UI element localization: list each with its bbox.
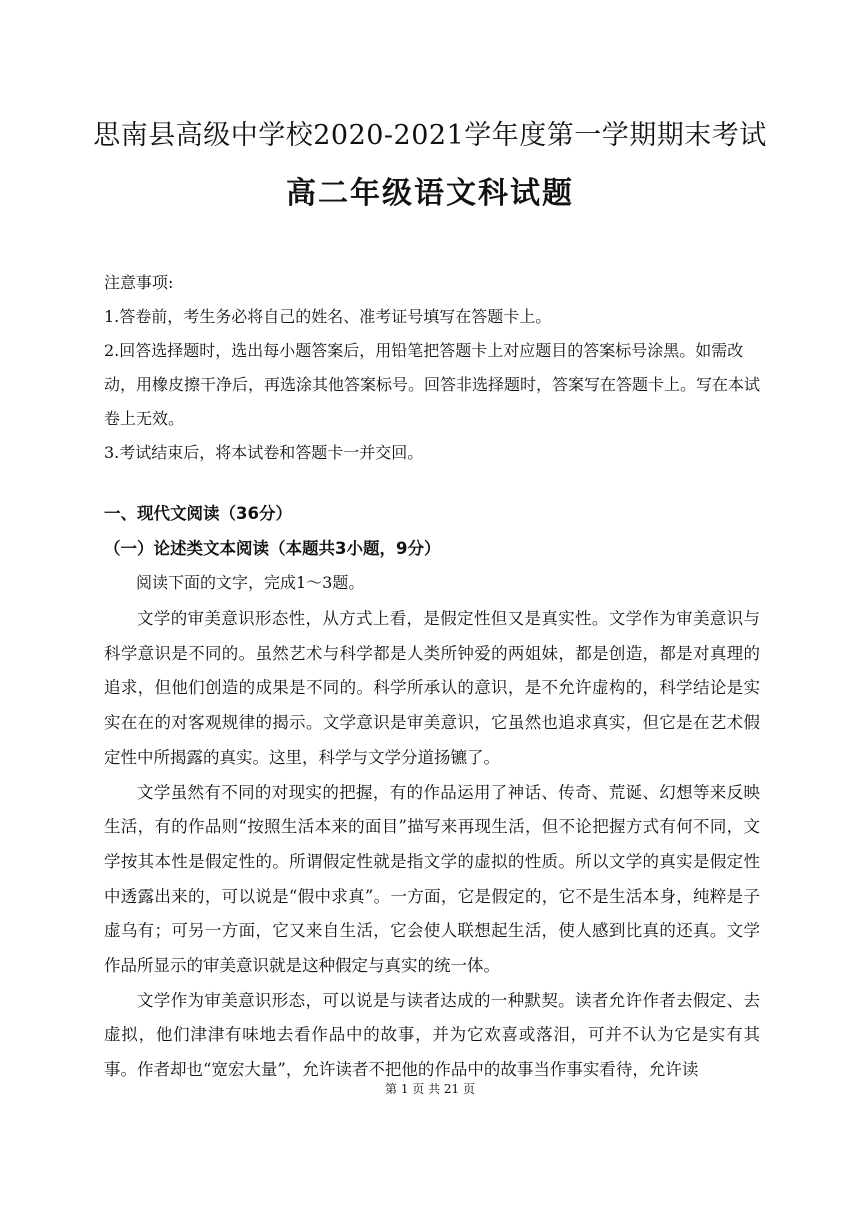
reading-passage [104, 602, 760, 1088]
exam-subtitle: 高二年级语文科试题 [286, 176, 574, 211]
passage-paragraph-2: 文学虽然有不同的对现实的把握，有的作品运用了神话、传奇、荒诞、幻想等来反映生活，有的作品则“按照生活本来的面目”描写来再现生活，但不论把握方式有何不同，文学按其本性是假定性的。所谓假定性就是指文学的虚拟的性质。所以文学的真实是假定性中透露出来的，可以说是“假中求真”。一方面，它是假定的，它不是生活本身，纯粹是子虚乌有；可另一方面，它又来自生活，它会使人联想起生活，使人感到比真的还真。文学作品所显示的审美意识就是这种假定与真实的统一体。 [104, 782, 760, 976]
passage-paragraph-1: 文学的审美意识形态性，从方式上看，是假定性但又是真实性。文学作为审美意识与科学意识是不同的。虽然艺术与科学都是人类所钟爱的两姐妹，都是创造，都是对真理的追求，但他们创造的成果是不同的。科学所承认的意识，是不允许虚构的，科学结论是实实在在的对客观规律的揭示。文学意识是审美意识，它虽然也追求真实，但它是在艺术假定性中所揭露的真实。这里，科学与文学分道扬镳了。 [104, 609, 760, 767]
exam-title: 思南县高级中学校2020-2021学年度第一学期期末考试 [93, 120, 767, 151]
page-number: 第 1 页 共 21 页 [385, 1082, 475, 1096]
notice-item-1: 1.答卷前，考生务必将自己的姓名、准考证号填写在答题卡上。 [104, 307, 552, 326]
notice-item-2: 2.回答选择题时，选出每小题答案后，用铅笔把答题卡上对应题目的答案标号涂黑。如需改动，用橡皮擦干净后，再选涂其他答案标号。回答非选择题时，答案写在答题卡上。写在本试卷上无效。 [104, 341, 761, 428]
reading-instruction: 阅读下面的文字，完成1～3题。 [136, 573, 365, 592]
notice-block [104, 266, 764, 470]
section-heading: 一、现代文阅读（36分） [104, 504, 292, 523]
subsection-heading: （一）论述类文本阅读（本题共3小题，9分） [104, 539, 441, 558]
passage-paragraph-3: 文学作为审美意识形态，可以说是与读者达成的一种默契。读者允许作者去假定、去虚拟，他们津津有味地去看作品中的故事，并为它欢喜或落泪，可并不认为它是实有其事。作者却也“宽宏大量”，允许读者不把他的作品中的故事当作事实看待，允许读 [104, 990, 760, 1080]
notice-heading: 注意事项: [104, 273, 174, 292]
notice-item-3: 3.考试结束后，将本试卷和答题卡一并交回。 [104, 443, 424, 462]
